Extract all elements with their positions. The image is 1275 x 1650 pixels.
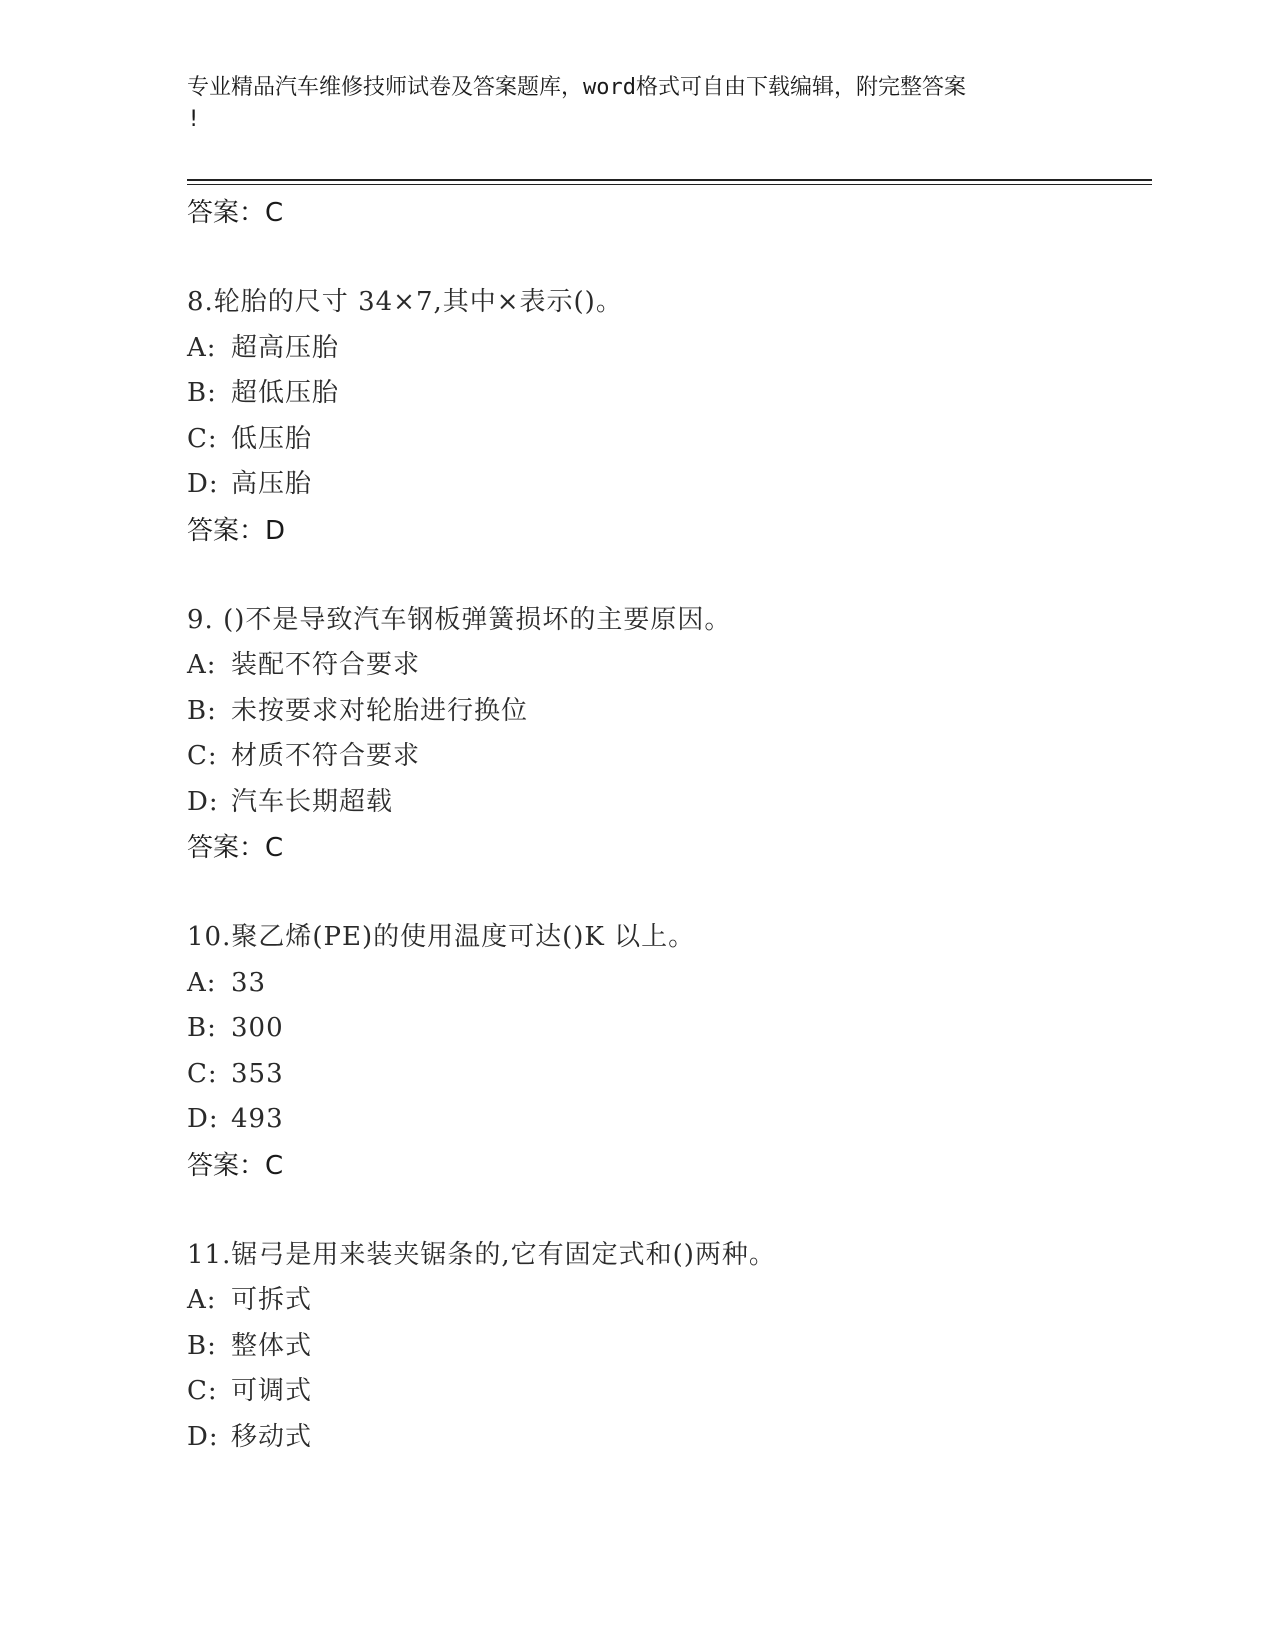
answer-line: 答案：C <box>187 198 284 228</box>
option-key: A: <box>187 967 217 998</box>
question-list <box>187 190 1152 1460</box>
option-b <box>187 371 1152 417</box>
option-key: B: <box>187 1013 217 1043</box>
option-text: 装配不符合要求 <box>231 650 421 680</box>
question-stem: 11.锯弓是用来装夹锯条的,它有固定式和()两种。 <box>187 1239 776 1270</box>
option-text: 超高压胎 <box>231 332 340 363</box>
option-key: B: <box>187 1330 217 1361</box>
option-key: D: <box>187 1421 219 1452</box>
option-d <box>187 780 1152 826</box>
page-header <box>187 72 1067 136</box>
option-c <box>187 1369 1152 1415</box>
option-c <box>187 1052 1152 1098</box>
question-stem: 10.聚乙烯(PE)的使用温度可达()K 以上。 <box>187 922 696 952</box>
option-key: A: <box>187 1285 217 1315</box>
option-c <box>187 417 1152 463</box>
option-text: 可调式 <box>231 1376 313 1406</box>
option-b <box>187 689 1152 735</box>
answer-line: 答案：C <box>187 1150 284 1181</box>
option-b <box>187 1324 1152 1370</box>
option-d <box>187 1097 1152 1143</box>
option-text: 汽车长期超载 <box>231 786 394 817</box>
option-c <box>187 734 1152 780</box>
header-divider-thin <box>187 184 1152 185</box>
question-stem: 8.轮胎的尺寸 34×7,其中×表示()。 <box>187 287 623 317</box>
option-text: 高压胎 <box>231 469 313 499</box>
option-key: B: <box>187 695 217 726</box>
option-key: D: <box>187 469 219 499</box>
option-key: C: <box>187 1376 218 1406</box>
question-stem: 9. ()不是导致汽车钢板弹簧损坏的主要原因。 <box>187 604 732 635</box>
option-d <box>187 462 1152 508</box>
option-text: 可拆式 <box>231 1285 313 1315</box>
option-text: 353 <box>231 1058 284 1089</box>
header-divider-thick <box>187 179 1152 181</box>
option-key: D: <box>187 1104 219 1134</box>
question-8 <box>187 280 1152 554</box>
option-a <box>187 1278 1152 1324</box>
option-a <box>187 326 1152 372</box>
option-text: 未按要求对轮胎进行换位 <box>231 695 529 726</box>
option-key: A: <box>187 332 217 363</box>
option-text: 低压胎 <box>231 423 313 454</box>
option-a <box>187 643 1152 689</box>
option-d <box>187 1415 1152 1461</box>
option-text: 整体式 <box>231 1330 313 1361</box>
option-key: D: <box>187 786 219 817</box>
answer-line: 答案：C <box>187 833 284 863</box>
option-key: C: <box>187 741 218 771</box>
question-9 <box>187 598 1152 872</box>
option-text: 33 <box>231 967 267 998</box>
option-text: 300 <box>231 1013 284 1043</box>
option-key: C: <box>187 423 218 454</box>
answer-line: 答案：D <box>187 515 286 546</box>
option-text: 材质不符合要求 <box>231 741 421 771</box>
option-b <box>187 1006 1152 1052</box>
option-key: A: <box>187 650 217 680</box>
header-title-line-2: ! <box>187 107 201 132</box>
question-10 <box>187 915 1152 1189</box>
question-11 <box>187 1233 1152 1461</box>
option-key: C: <box>187 1058 218 1089</box>
option-a <box>187 961 1152 1007</box>
option-text: 超低压胎 <box>231 378 340 408</box>
option-text: 移动式 <box>231 1421 313 1452</box>
option-text: 493 <box>231 1104 284 1134</box>
header-title-line-1: 专业精品汽车维修技师试卷及答案题库，word格式可自由下载编辑，附完整答案 <box>187 75 966 100</box>
option-key: B: <box>187 378 217 408</box>
